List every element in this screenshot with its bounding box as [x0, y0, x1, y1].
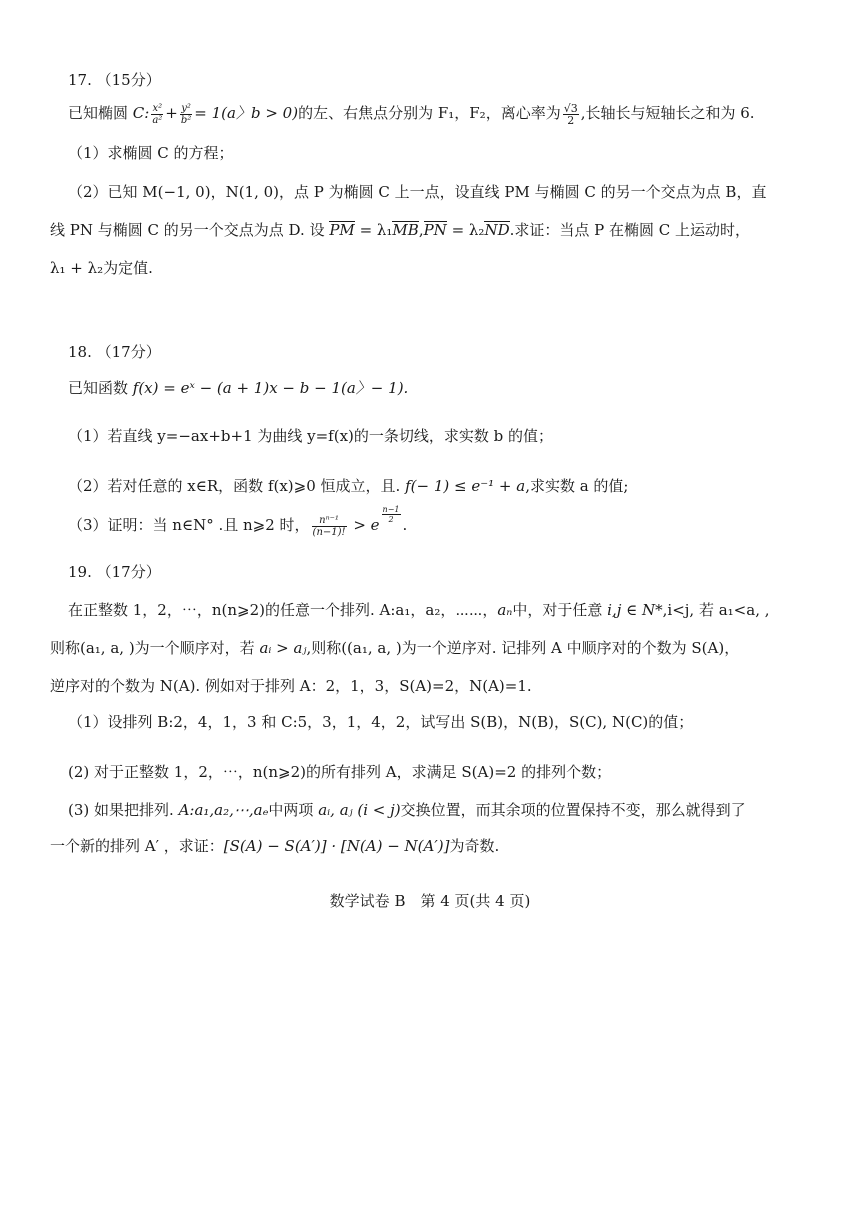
q17-eq-rest: = 1(a〉b > 0)	[194, 104, 299, 122]
q17-frac-x-num: x²	[152, 102, 163, 114]
q17-frac-x-den: a²	[152, 114, 163, 126]
q19-part1: （1）设排列 B:2，4，1，3 和 C:5，3，1，4，2，试写出 S(B)，N(B)，S(C), N(C)的值；	[68, 713, 694, 731]
q18-stem	[68, 378, 408, 398]
q17-ecc-den: 2	[567, 113, 575, 127]
q17-eq-c: C:	[132, 104, 150, 122]
q19-part3-line1	[68, 800, 746, 820]
q19-part3-line2-post: 为奇数.	[449, 837, 500, 855]
q17-stem-pre: 已知椭圆	[68, 104, 133, 122]
q19-line1-post: ,i<j, 若 a₁<a, ,	[662, 601, 770, 619]
q19-line3: 逆序对的个数为 N(A). 例如对于排列 A：2，1，3，S(A)=2，N(A)=1.	[50, 677, 532, 695]
q19-line2-math: aᵢ > aⱼ	[259, 639, 307, 657]
q17-comma: ,	[418, 221, 424, 239]
q18-part3-end: .	[402, 516, 408, 534]
q19-part3-line2	[50, 836, 499, 856]
q19-part3-math1: A:a₁,a₂,⋯,aₑ	[178, 801, 269, 819]
q18-part3-exp-num: n−1	[382, 505, 400, 514]
q18-part3-den: (n−1)!	[312, 526, 346, 538]
q18-part3-exp-den: 2	[388, 515, 394, 524]
q17-ecc-frac	[563, 103, 579, 126]
q18-part2-post: ,求实数 a 的值;	[525, 477, 629, 495]
q18-part3-num: nⁿ⁻¹	[312, 515, 347, 527]
q19-part3-mid: 中两项	[268, 801, 319, 819]
q18-part2	[68, 476, 629, 496]
q18-part3-exp	[382, 505, 401, 524]
q19-line1-mid: 中，对于任意	[512, 601, 608, 619]
q19-part3-line2-pre: 一个新的排列 A′ ，求证：	[50, 837, 224, 855]
q17-frac-y-num: y²	[181, 102, 191, 114]
q17-eq1: = λ₁	[354, 221, 393, 239]
vector-mb: MB	[392, 221, 419, 239]
q17-part1: （1）求椭圆 C 的方程；	[68, 144, 234, 162]
q18-part3-pre: （3）证明：当 n∈N° .且 n⩾2 时，	[68, 516, 310, 534]
q19-part3-pre: (3) 如果把排列.	[68, 801, 179, 819]
q17-eq2: = λ₂	[446, 221, 485, 239]
vector-pn: PN	[423, 221, 447, 239]
q19-line1-an: aₙ	[497, 601, 513, 619]
q18-part1: （1）若直线 y=−ax+b+1 为曲线 y=f(x)的一条切线，求实数 b 的值；	[68, 427, 554, 445]
q17-frac-y	[180, 103, 192, 126]
q19-line1-pre: 在正整数 1，2，⋯，n(n⩾2)的任意一个排列. A:a₁，a₂，⋯⋯，	[68, 601, 498, 619]
q17-eq-plus: +	[165, 104, 178, 122]
q17-part2-line2	[50, 220, 750, 240]
q19-line1	[68, 600, 770, 620]
vector-pm: PM	[329, 221, 355, 239]
q19-line2	[50, 638, 739, 658]
q17-part2-line3: λ₁ + λ₂为定值.	[50, 259, 153, 277]
q18-part2-math: f(− 1) ≤ e⁻¹ + a	[405, 477, 526, 495]
q17-frac-y-den: b²	[180, 114, 192, 126]
q19-header: 19. （17分）	[68, 563, 161, 581]
q19-line2-post: ,则称((a₁, a, )为一个逆序对. 记排列 A 中顺序对的个数为 S(A)，	[306, 639, 740, 657]
q19-line1-ij: i,j ∈ N*	[607, 601, 663, 619]
q17-frac-x	[151, 103, 163, 126]
q17-part2-line2-post: .求证：当点 P 在椭圆 C 上运动时，	[509, 221, 751, 239]
q17-header: 17. （15分）	[68, 71, 161, 89]
q18-part3-frac	[312, 515, 347, 538]
q17-stem-mid: 的左、右焦点分别为 F₁，F₂，离心率为	[298, 104, 561, 122]
q17-stem	[68, 100, 755, 126]
q17-part2-line2-pre: 线 PN 与椭圆 C 的另一个交点为点 D. 设	[50, 221, 330, 239]
q19-part3-line2-math: [S(A) − S(A′)] · [N(A) − N(A′)]	[223, 837, 450, 855]
q17-part2-line1: （2）已知 M(−1, 0)，N(1, 0)，点 P 为椭圆 C 上一点，设直线 PM 与椭圆 C 的另一个交点为点 B，直	[68, 183, 767, 201]
q18-part2-pre: （2）若对任意的 x∈R，函数 f(x)⩾0 恒成立，且.	[68, 477, 406, 495]
q18-part3	[68, 505, 407, 540]
q18-stem-pre: 已知函数	[68, 379, 133, 397]
q18-header: 18. （17分）	[68, 343, 161, 361]
q18-function: f(x) = eˣ − (a + 1)x − b − 1(a〉− 1).	[132, 379, 409, 397]
page-footer: 数学试卷 B 第 4 页(共 4 页)	[329, 892, 531, 910]
q18-part3-gt: > e	[348, 516, 380, 534]
q19-part2: (2) 对于正整数 1，2，⋯，n(n⩾2)的所有排列 A，求满足 S(A)=2 的排列个数；	[68, 763, 612, 781]
q19-part3-post: 交换位置，而其余项的位置保持不变，那么就得到了	[400, 801, 746, 819]
q17-ecc-num: √3	[563, 101, 578, 115]
vector-nd: ND	[484, 221, 510, 239]
q17-stem-end: ,长轴长与短轴长之和为 6.	[580, 104, 755, 122]
q19-part3-math2: aᵢ, aⱼ (i < j)	[318, 801, 401, 819]
q19-line2-pre: 则称(a₁, a, )为一个顺序对，若	[50, 639, 260, 657]
